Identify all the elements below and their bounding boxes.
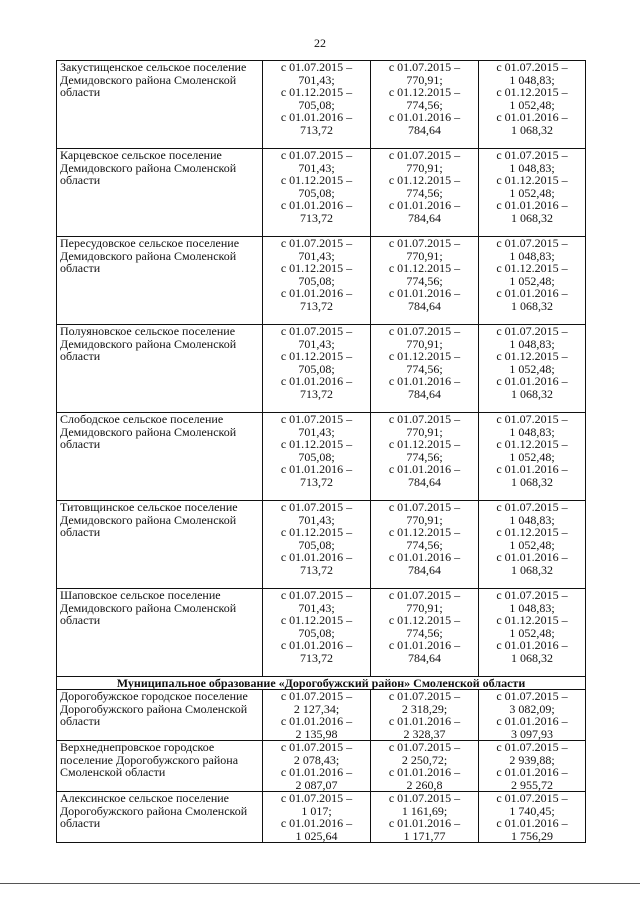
- tariff-line: 784,64: [408, 298, 441, 313]
- tariff-line: с 01.07.2015 –: [388, 791, 461, 805]
- tariff-line: 2 135,98: [295, 726, 338, 741]
- tariff-line: с 01.07.2015 –: [496, 740, 568, 754]
- tariff-line: 784,64: [408, 562, 441, 577]
- tariff-line: с 01.07.2015 –: [280, 148, 353, 162]
- tariff-line: с 01.01.2016 –: [280, 765, 353, 779]
- table-row: [57, 237, 586, 325]
- tariff-line: с 01.07.2015 –: [280, 324, 353, 338]
- tariff-line: с 01.01.2016 –: [388, 110, 461, 124]
- tariff-line: 701,43;: [298, 600, 335, 615]
- tariff-line: с 01.07.2015 –: [388, 60, 461, 74]
- tariff-line: с 01.01.2016 –: [388, 816, 461, 830]
- tariff-line: 784,64: [408, 210, 441, 225]
- tariff-cell-col1: [263, 325, 371, 413]
- tariff-cell-col2: [371, 61, 479, 149]
- tariff-line: с 01.07.2015 –: [496, 236, 568, 250]
- tariff-line: 1 068,32: [511, 210, 553, 225]
- settlement-name: Закустищенское сельское поселение Демидовского района Смоленской области: [57, 61, 263, 149]
- tariff-line: 774,56;: [406, 625, 443, 640]
- tariff-line: 713,72: [300, 474, 333, 489]
- tariff-line: с 01.12.2015 –: [388, 437, 461, 451]
- tariff-cell-col3: [479, 61, 586, 149]
- tariff-cell-col1: [263, 690, 371, 741]
- table-row: [57, 589, 586, 677]
- tariff-line: с 01.12.2015 –: [280, 613, 353, 627]
- table-row: [57, 741, 586, 792]
- section-header: Муниципальное образование «Дорогобужский район» Смоленской области: [57, 677, 586, 690]
- tariff-line: 713,72: [300, 122, 333, 137]
- page-number: 22: [314, 36, 326, 50]
- tariff-cell-col1: [263, 61, 371, 149]
- tariff-line: 705,08;: [298, 273, 335, 288]
- tariff-cell-col3: [479, 741, 586, 792]
- tariff-line: 701,43;: [298, 248, 335, 263]
- tariff-line: 2 955,72: [511, 777, 553, 792]
- tariff-cell-col3: [479, 149, 586, 237]
- tariff-line: 1 068,32: [511, 122, 553, 137]
- tariff-line: с 01.07.2015 –: [496, 148, 568, 162]
- tariff-line: 784,64: [408, 650, 441, 665]
- tariff-line: с 01.01.2016 –: [496, 198, 568, 212]
- tariff-line: 1 048,83;: [509, 424, 555, 439]
- tariff-line: 1 068,32: [511, 562, 553, 577]
- tariff-line: с 01.12.2015 –: [496, 85, 568, 99]
- tariff-cell-col3: [479, 792, 586, 843]
- tariff-line: с 01.07.2015 –: [496, 689, 568, 703]
- tariff-line: с 01.01.2016 –: [496, 110, 568, 124]
- tariff-line: 1 052,48;: [509, 185, 555, 200]
- tariff-line: с 01.07.2015 –: [280, 500, 353, 514]
- tariff-line: с 01.12.2015 –: [496, 613, 568, 627]
- tariff-line: с 01.01.2016 –: [496, 462, 568, 476]
- tariff-line: с 01.01.2016 –: [280, 110, 353, 124]
- tariff-line: 2 328,37: [403, 726, 446, 741]
- tariff-line: с 01.07.2015 –: [388, 236, 461, 250]
- tariff-line: с 01.07.2015 –: [280, 412, 353, 426]
- tariff-line: 1 740,45;: [509, 803, 555, 818]
- tariff-line: 2 087,07: [295, 777, 338, 792]
- tariff-line: с 01.07.2015 –: [280, 740, 353, 754]
- tariff-line: 1 068,32: [511, 474, 553, 489]
- tariff-line: 1 068,32: [511, 386, 553, 401]
- tariff-cell-col2: [371, 501, 479, 589]
- tariff-line: с 01.12.2015 –: [280, 525, 353, 539]
- tariff-line: 770,91;: [406, 160, 443, 175]
- tariff-cell-col2: [371, 741, 479, 792]
- tariff-line: 770,91;: [406, 336, 443, 351]
- tariff-line: с 01.01.2016 –: [496, 286, 568, 300]
- tariff-line: с 01.01.2016 –: [388, 198, 461, 212]
- tariff-line: с 01.12.2015 –: [388, 349, 461, 363]
- tariff-line: 1 025,64: [295, 828, 338, 843]
- table-row: [57, 149, 586, 237]
- table-row: [57, 413, 586, 501]
- tariff-line: 1 052,48;: [509, 273, 555, 288]
- tariff-line: с 01.07.2015 –: [280, 236, 353, 250]
- footer-rule: [0, 883, 640, 884]
- tariff-line: с 01.07.2015 –: [388, 324, 461, 338]
- tariff-line: с 01.07.2015 –: [388, 412, 461, 426]
- tariff-line: 770,91;: [406, 512, 443, 527]
- settlement-name: Верхнеднепровское городское поселение Дорогобужского района Смоленской области: [57, 741, 263, 792]
- tariff-line: с 01.12.2015 –: [496, 349, 568, 363]
- tariff-table: [56, 60, 586, 843]
- tariff-cell-col1: [263, 237, 371, 325]
- tariff-line: 1 052,48;: [509, 537, 555, 552]
- tariff-line: 1 068,32: [511, 298, 553, 313]
- tariff-line: 1 052,48;: [509, 97, 555, 112]
- tariff-line: 1 048,83;: [509, 248, 555, 263]
- tariff-line: 774,56;: [406, 185, 443, 200]
- tariff-line: с 01.12.2015 –: [496, 525, 568, 539]
- tariff-line: 701,43;: [298, 512, 335, 527]
- tariff-line: 705,08;: [298, 361, 335, 376]
- tariff-cell-col3: [479, 690, 586, 741]
- table-row: [57, 325, 586, 413]
- tariff-line: с 01.01.2016 –: [496, 550, 568, 564]
- tariff-line: 713,72: [300, 210, 333, 225]
- tariff-line: 1 052,48;: [509, 625, 555, 640]
- tariff-cell-col2: [371, 792, 479, 843]
- tariff-cell-col3: [479, 325, 586, 413]
- tariff-line: с 01.07.2015 –: [388, 500, 461, 514]
- tariff-line: 1 048,83;: [509, 600, 555, 615]
- tariff-line: 1 171,77: [403, 828, 446, 843]
- tariff-line: 784,64: [408, 386, 441, 401]
- table-row: [57, 690, 586, 741]
- tariff-line: с 01.12.2015 –: [280, 349, 353, 363]
- tariff-line: с 01.01.2016 –: [280, 550, 353, 564]
- section-header-row: [57, 677, 586, 690]
- tariff-line: 1 048,83;: [509, 336, 555, 351]
- tariff-line: с 01.07.2015 –: [388, 689, 461, 703]
- tariff-line: с 01.12.2015 –: [496, 173, 568, 187]
- tariff-line: с 01.07.2015 –: [496, 324, 568, 338]
- tariff-line: 774,56;: [406, 361, 443, 376]
- tariff-line: 705,08;: [298, 185, 335, 200]
- tariff-line: с 01.01.2016 –: [280, 714, 353, 728]
- tariff-line: с 01.07.2015 –: [496, 588, 568, 602]
- table-row: [57, 792, 586, 843]
- tariff-line: с 01.07.2015 –: [496, 412, 568, 426]
- tariff-line: 701,43;: [298, 424, 335, 439]
- tariff-line: 770,91;: [406, 72, 443, 87]
- tariff-cell-col1: [263, 792, 371, 843]
- tariff-line: с 01.07.2015 –: [496, 60, 568, 74]
- tariff-line: 2 318,29;: [401, 701, 448, 716]
- tariff-line: 705,08;: [298, 449, 335, 464]
- tariff-line: 2 127,34;: [293, 701, 340, 716]
- tariff-line: 774,56;: [406, 273, 443, 288]
- tariff-line: с 01.01.2016 –: [496, 638, 568, 652]
- tariff-cell-col1: [263, 741, 371, 792]
- tariff-cell-col1: [263, 501, 371, 589]
- tariff-line: с 01.01.2016 –: [388, 714, 461, 728]
- tariff-line: 713,72: [300, 562, 333, 577]
- tariff-line: с 01.12.2015 –: [388, 85, 461, 99]
- tariff-cell-col2: [371, 325, 479, 413]
- tariff-line: с 01.12.2015 –: [388, 261, 461, 275]
- tariff-line: 1 048,83;: [509, 72, 555, 87]
- tariff-cell-col1: [263, 589, 371, 677]
- tariff-line: с 01.12.2015 –: [496, 261, 568, 275]
- tariff-line: 3 082,09;: [509, 701, 555, 716]
- tariff-line: 1 161,69;: [401, 803, 448, 818]
- tariff-line: с 01.12.2015 –: [496, 437, 568, 451]
- tariff-line: с 01.12.2015 –: [388, 525, 461, 539]
- tariff-line: с 01.01.2016 –: [280, 286, 353, 300]
- tariff-line: с 01.07.2015 –: [388, 740, 461, 754]
- tariff-line: с 01.07.2015 –: [496, 500, 568, 514]
- tariff-cell-col2: [371, 589, 479, 677]
- tariff-line: с 01.01.2016 –: [280, 638, 353, 652]
- tariff-line: 784,64: [408, 474, 441, 489]
- tariff-line: 705,08;: [298, 97, 335, 112]
- tariff-line: 701,43;: [298, 72, 335, 87]
- table-row: [57, 501, 586, 589]
- tariff-line: 713,72: [300, 650, 333, 665]
- tariff-cell-col3: [479, 413, 586, 501]
- tariff-line: с 01.12.2015 –: [280, 85, 353, 99]
- tariff-line: 774,56;: [406, 97, 443, 112]
- tariff-line: 784,64: [408, 122, 441, 137]
- tariff-line: с 01.12.2015 –: [280, 173, 353, 187]
- tariff-line: с 01.07.2015 –: [388, 148, 461, 162]
- tariff-line: 1 048,83;: [509, 160, 555, 175]
- tariff-line: 774,56;: [406, 449, 443, 464]
- tariff-line: с 01.12.2015 –: [280, 261, 353, 275]
- settlement-name: Алексинское сельское поселение Дорогобужского района Смоленской области: [57, 792, 263, 843]
- tariff-line: 3 097,93: [511, 726, 553, 741]
- tariff-line: 770,91;: [406, 248, 443, 263]
- tariff-line: с 01.12.2015 –: [280, 437, 353, 451]
- tariff-line: с 01.01.2016 –: [496, 816, 568, 830]
- tariff-line: 2 250,72;: [401, 752, 448, 767]
- tariff-line: с 01.01.2016 –: [280, 374, 353, 388]
- tariff-cell-col1: [263, 149, 371, 237]
- tariff-line: 705,08;: [298, 537, 335, 552]
- tariff-line: 1 068,32: [511, 650, 553, 665]
- tariff-line: 1 052,48;: [509, 361, 555, 376]
- tariff-line: с 01.01.2016 –: [388, 550, 461, 564]
- tariff-line: с 01.07.2015 –: [280, 791, 353, 805]
- tariff-line: 1 052,48;: [509, 449, 555, 464]
- tariff-line: с 01.01.2016 –: [388, 462, 461, 476]
- settlement-name: Полуяновское сельское поселение Демидовского района Смоленской области: [57, 325, 263, 413]
- table-body-demidovsky: [57, 61, 586, 677]
- tariff-line: с 01.01.2016 –: [280, 816, 353, 830]
- tariff-line: 701,43;: [298, 160, 335, 175]
- tariff-line: 2 078,43;: [293, 752, 340, 767]
- tariff-line: с 01.01.2016 –: [388, 638, 461, 652]
- tariff-line: с 01.07.2015 –: [280, 689, 353, 703]
- tariff-line: с 01.12.2015 –: [388, 613, 461, 627]
- tariff-cell-col3: [479, 237, 586, 325]
- tariff-line: с 01.01.2016 –: [388, 765, 461, 779]
- tariff-line: с 01.01.2016 –: [496, 714, 568, 728]
- tariff-cell-col3: [479, 501, 586, 589]
- tariff-line: с 01.01.2016 –: [388, 374, 461, 388]
- tariff-line: с 01.07.2015 –: [496, 791, 568, 805]
- tariff-cell-col2: [371, 149, 479, 237]
- tariff-line: 701,43;: [298, 336, 335, 351]
- tariff-cell-col2: [371, 413, 479, 501]
- tariff-line: 2 939,88;: [509, 752, 555, 767]
- tariff-line: с 01.07.2015 –: [280, 60, 353, 74]
- tariff-line: с 01.12.2015 –: [388, 173, 461, 187]
- tariff-line: 1 017;: [301, 803, 332, 818]
- tariff-line: 1 756,29: [511, 828, 553, 843]
- table-section: [57, 677, 586, 690]
- tariff-cell-col3: [479, 589, 586, 677]
- settlement-name: Дорогобужское городское поселение Дорогобужского района Смоленской области: [57, 690, 263, 741]
- tariff-line: 2 260,8: [406, 777, 443, 792]
- settlement-name: Пересудовское сельское поселение Демидовского района Смоленской области: [57, 237, 263, 325]
- tariff-line: с 01.01.2016 –: [280, 198, 353, 212]
- tariff-line: с 01.07.2015 –: [388, 588, 461, 602]
- tariff-line: 770,91;: [406, 600, 443, 615]
- tariff-line: 705,08;: [298, 625, 335, 640]
- settlement-name: Слободское сельское поселение Демидовского района Смоленской области: [57, 413, 263, 501]
- settlement-name: Титовщинское сельское поселение Демидовского района Смоленской области: [57, 501, 263, 589]
- settlement-name: Шаповское сельское поселение Демидовского района Смоленской области: [57, 589, 263, 677]
- tariff-line: с 01.01.2016 –: [388, 286, 461, 300]
- tariff-cell-col2: [371, 237, 479, 325]
- table-body-dorogobuzhsky: [57, 690, 586, 843]
- tariff-cell-col2: [371, 690, 479, 741]
- tariff-line: 713,72: [300, 386, 333, 401]
- tariff-line: 713,72: [300, 298, 333, 313]
- tariff-line: с 01.01.2016 –: [280, 462, 353, 476]
- tariff-line: с 01.01.2016 –: [496, 374, 568, 388]
- table-row: [57, 61, 586, 149]
- tariff-line: с 01.01.2016 –: [496, 765, 568, 779]
- tariff-line: 770,91;: [406, 424, 443, 439]
- tariff-line: 1 048,83;: [509, 512, 555, 527]
- tariff-line: с 01.07.2015 –: [280, 588, 353, 602]
- settlement-name: Карцевское сельское поселение Демидовского района Смоленской области: [57, 149, 263, 237]
- tariff-line: 774,56;: [406, 537, 443, 552]
- tariff-cell-col1: [263, 413, 371, 501]
